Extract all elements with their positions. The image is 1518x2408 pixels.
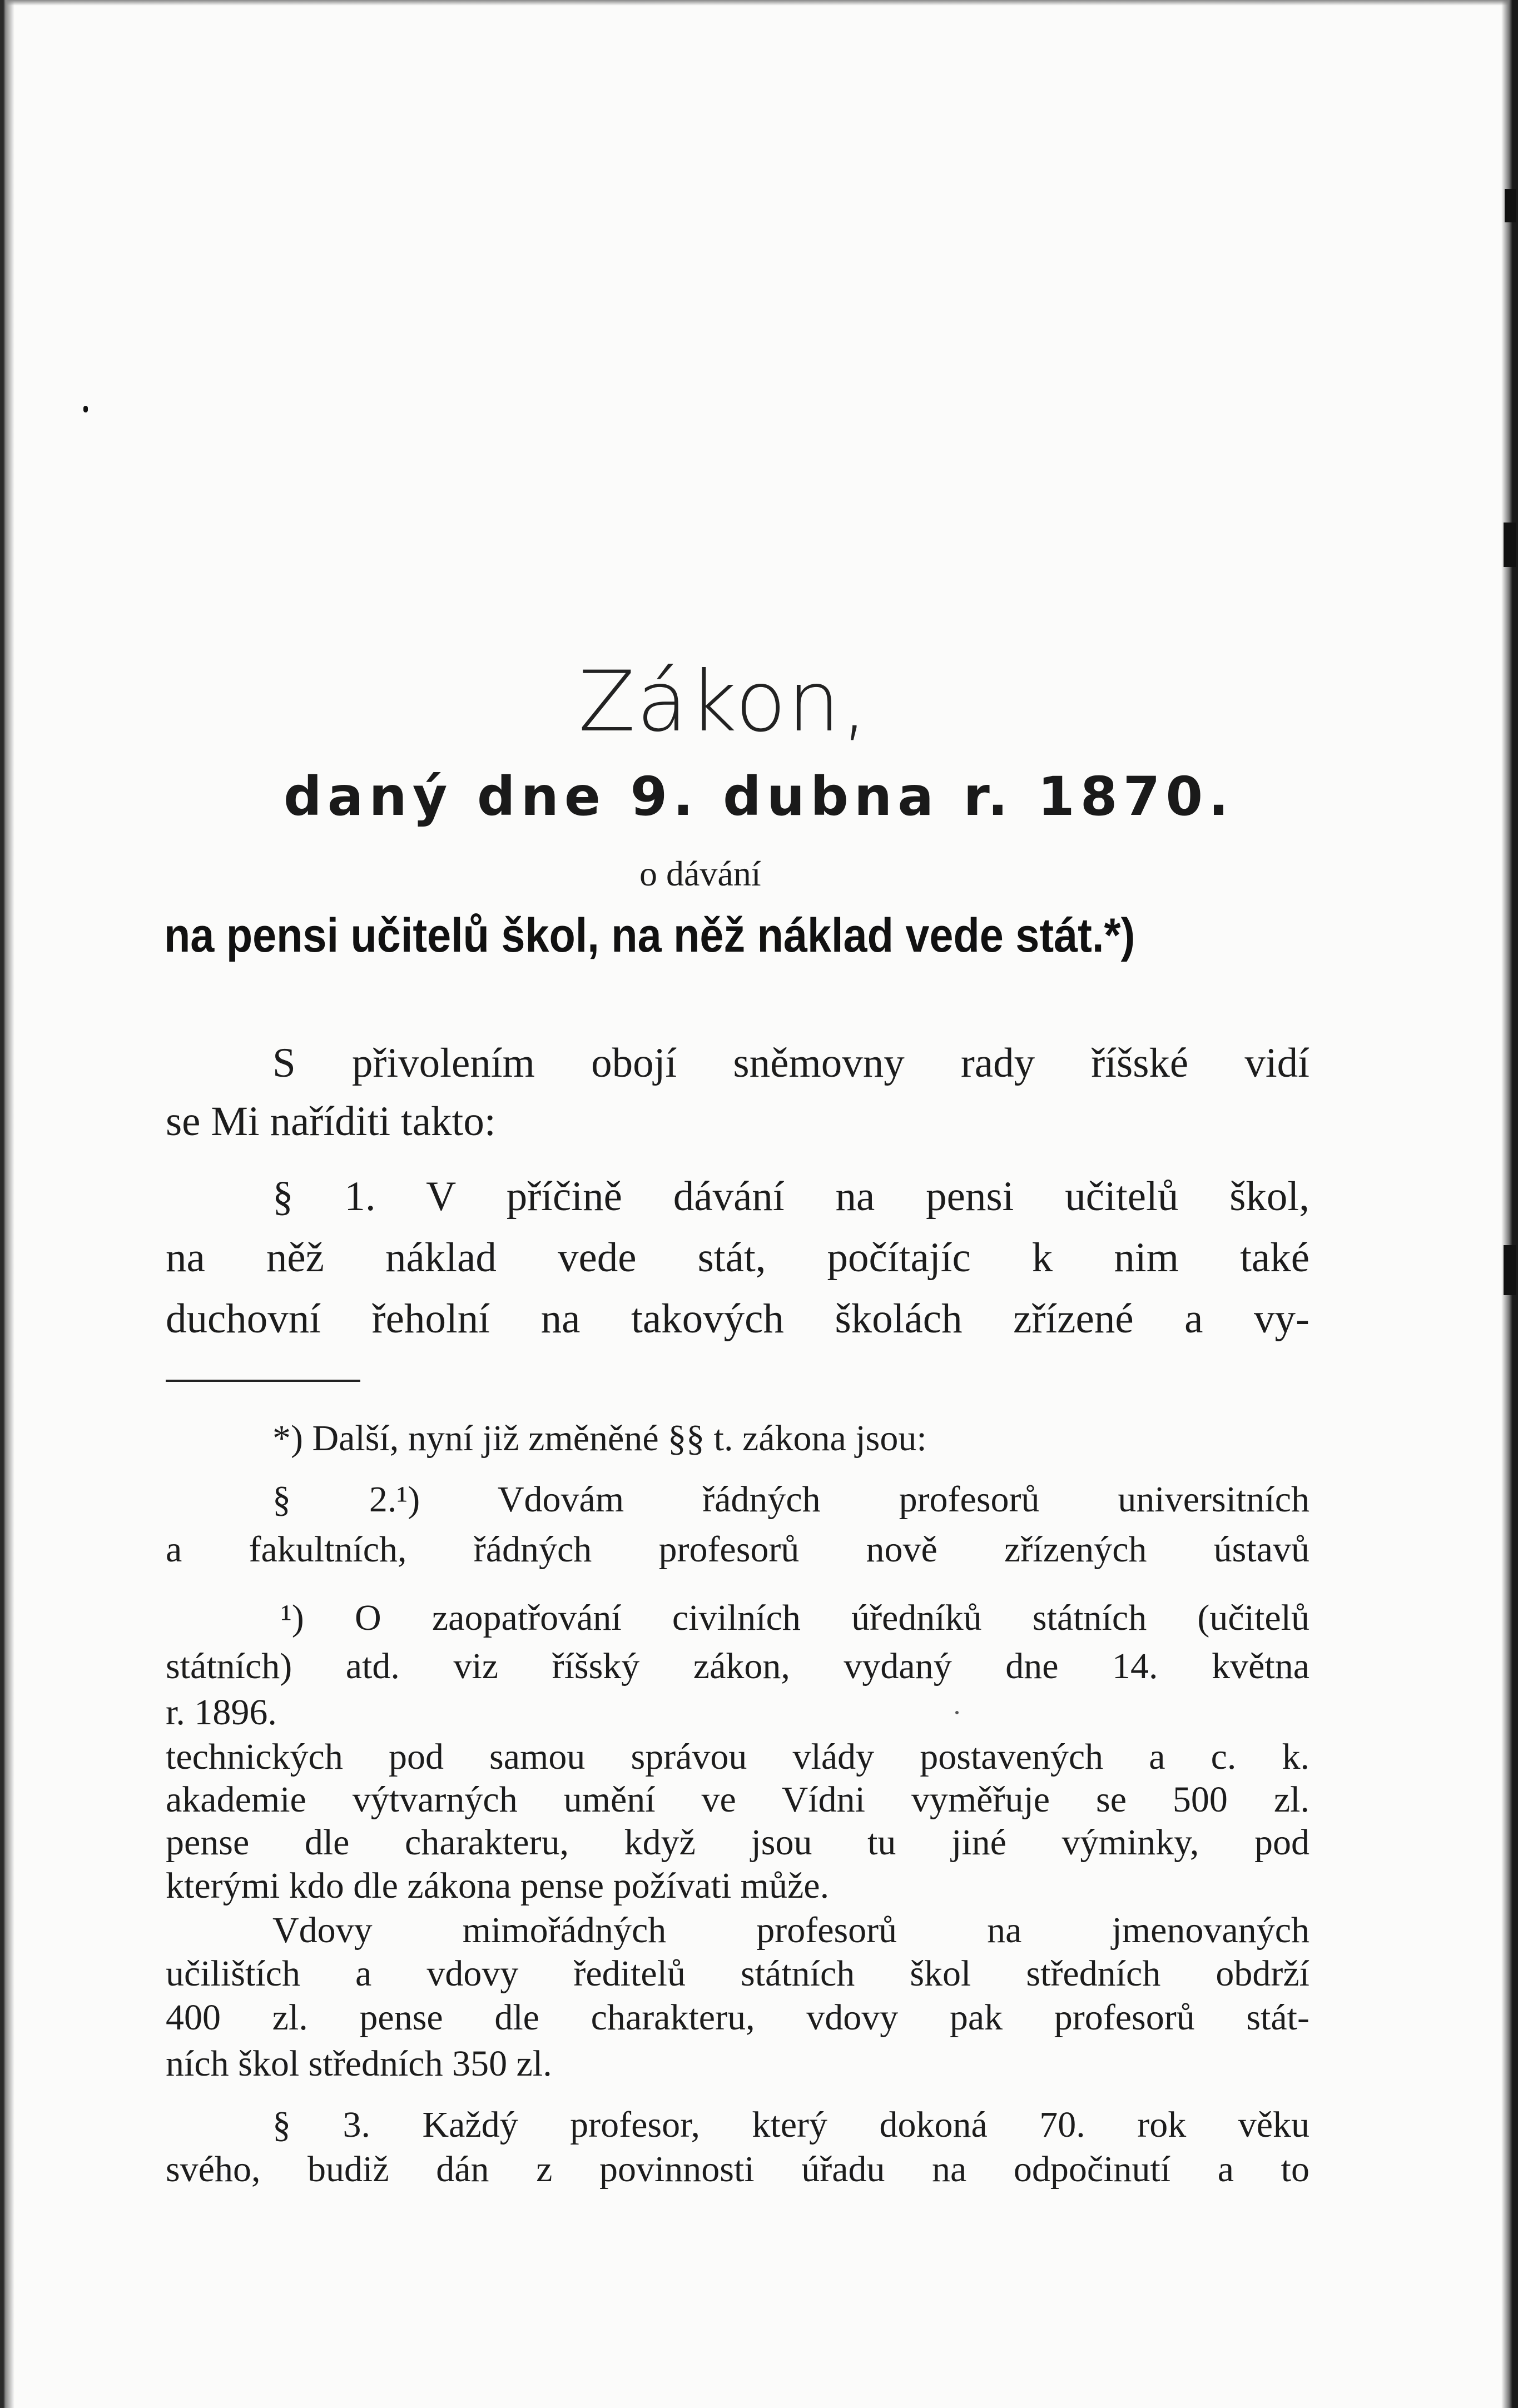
document-title: Zákon, (578, 654, 869, 750)
continuation-line-3: pense dle charakteru, když jsou tu jiné výminky, pod (166, 1822, 1309, 1863)
section3-line-1: § 3. Každý profesor, který dokoná 70. rok věku (272, 2104, 1309, 2145)
scan-edge-top (0, 0, 1518, 6)
subfootnote-line-3: r. 1896. (166, 1692, 277, 1733)
footnote-divider (166, 1380, 360, 1382)
scan-speck (83, 406, 88, 412)
scan-mark (1504, 1245, 1516, 1295)
subfootnote-line-1: ¹) O zaopatřování civilních úředníků státních (učitelů (281, 1598, 1309, 1638)
continuation-line-4: kterými kdo dle zákona pense požívati může. (166, 1865, 830, 1906)
scan-mark (1504, 523, 1516, 567)
section1-line-2: na něž náklad vede stát, počítajíc k nim také (166, 1235, 1309, 1281)
intro-line-2: se Mi naříditi takto: (166, 1098, 496, 1145)
scan-speck (955, 1711, 959, 1714)
subfootnote-line-2: státních) atd. viz říšský zákon, vydaný dne 14. května (166, 1646, 1309, 1686)
section1-line-3: duchovní řeholní na takových školách zřízené a vy- (166, 1296, 1309, 1342)
section2-line-2: a fakultních, řádných profesorů nově zřízených ústavů (166, 1529, 1309, 1570)
date-line: daný dne 9. dubna r. 1870. (284, 765, 1234, 828)
widows-line-2: učilištích a vdovy ředitelů státních škol středních obdrží (166, 1953, 1309, 1994)
section1-line-1: § 1. V příčině dávání na pensi učitelů škol, (272, 1173, 1309, 1220)
continuation-line-1: technických pod samou správou vlády postavených a c. k. (166, 1737, 1309, 1777)
scan-mark (1505, 189, 1516, 222)
widows-line-1: Vdovy mimořádných profesorů na jmenovaných (272, 1910, 1309, 1951)
section3-line-2: svého, budiž dán z povinnosti úřadu na odpočinutí a to (166, 2149, 1309, 2190)
subtitle-o: o dávání (639, 854, 761, 893)
continuation-line-2: akademie výtvarných umění ve Vídni vyměřuje se 500 zl. (166, 1779, 1309, 1820)
widows-line-4: ních škol středních 350 zl. (166, 2043, 552, 2084)
scan-edge-right (1501, 0, 1518, 2408)
widows-line-3: 400 zl. pense dle charakteru, vdovy pak profesorů stát- (166, 1997, 1309, 2038)
intro-line-1: S přivolením obojí sněmovny rady říšské vidí (272, 1040, 1309, 1086)
footnote-intro: *) Další, nyní již změněné §§ t. zákona jsou: (272, 1418, 927, 1459)
scan-edge-left (0, 0, 14, 2408)
section2-line-1: § 2.¹) Vdovám řádných profesorů universitních (272, 1479, 1309, 1520)
document-heading: na pensi učitelů škol, na něž náklad vede stát.*) (164, 909, 1135, 962)
